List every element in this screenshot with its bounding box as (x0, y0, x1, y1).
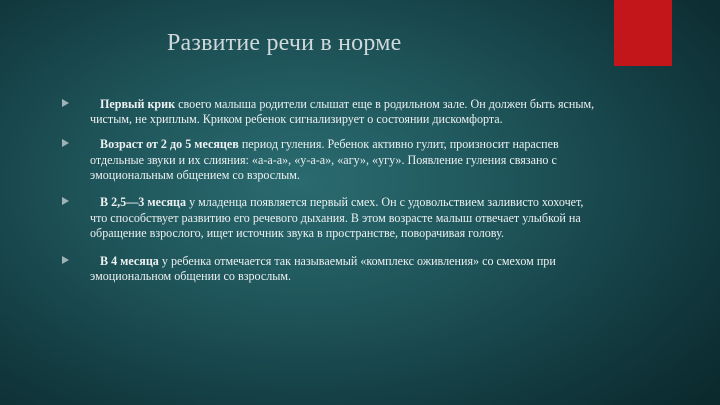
bullet-lead: В 2,5—3 месяца (100, 195, 187, 210)
bullet-item (62, 254, 602, 285)
bullet-text: у младенца появляется первый смех. Он с удовольствием заливисто хохочет, что способствует развитию его речевого дыхания. В этом возрасте малыш отвечает улыбкой на обращение взрослого, ищет источник звука в пространстве, поворачивая голову. (90, 195, 584, 241)
arrow-bullet-icon (62, 256, 69, 264)
accent-bar (614, 0, 672, 66)
bullet-text: своего малыша родители слышат еще в родильном зале. Он должен быть ясным, чистым, не хриплым. Криком ребенок сигнализирует о состоянии дискомфорта. (90, 97, 595, 127)
bullet-text: у ребенка отмечается так называемый «комплекс оживления» со смехом при эмоциональном общении со взрослым. (90, 253, 556, 284)
bullet-item (62, 97, 602, 128)
bullet-lead: Первый крик (100, 97, 176, 111)
bullet-item (62, 195, 602, 241)
bullet-list (62, 97, 602, 294)
arrow-bullet-icon (62, 197, 69, 205)
arrow-bullet-icon (62, 99, 69, 107)
bullet-lead: В 4 месяца (100, 253, 159, 268)
slide-title: Развитие речи в норме (167, 30, 402, 56)
bullet-item (62, 137, 602, 183)
bullet-text: период гуления. Ребенок активно гулит, произносит нараспев отдельные звуки и их слияния: «а-а-а», «у-а-а», «агу», «угу». Появление гуления связано с эмоциональным общением со взрослым. (90, 137, 559, 183)
arrow-bullet-icon (62, 139, 69, 147)
bullet-lead: Возраст от 2 до 5 месяцев (100, 137, 239, 152)
